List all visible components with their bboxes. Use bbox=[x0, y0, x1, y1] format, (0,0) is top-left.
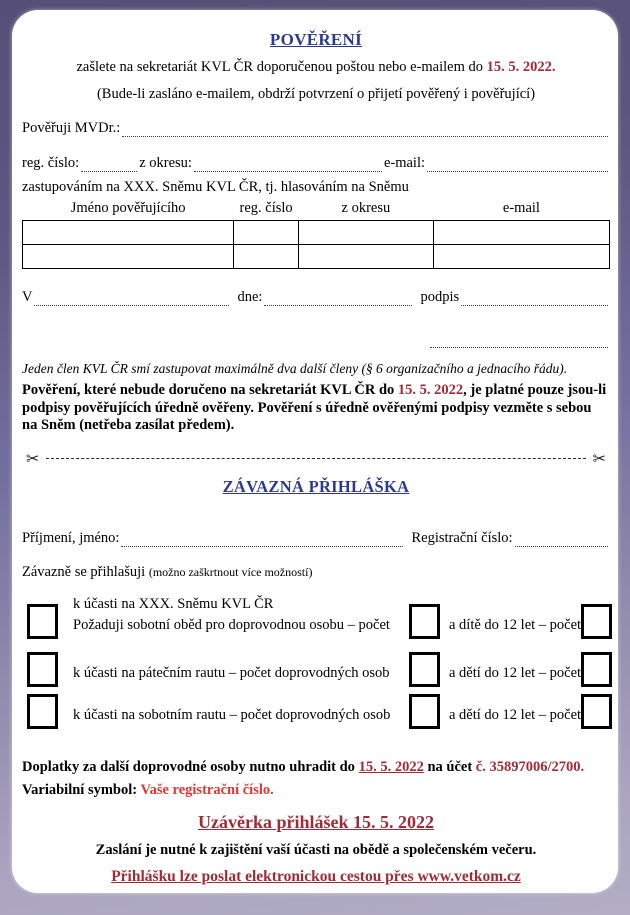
poveruji-row bbox=[22, 120, 610, 137]
table-row bbox=[23, 221, 610, 245]
table-cell[interactable] bbox=[23, 221, 234, 245]
congress-checkbox[interactable] bbox=[27, 604, 58, 639]
second-signature-row bbox=[22, 332, 610, 348]
col-header-email: e-mail bbox=[502, 200, 540, 216]
email-field[interactable] bbox=[427, 156, 608, 172]
friday-raut-label: k účasti na pátečním rautu – počet doprovodných osob bbox=[73, 665, 390, 682]
registration-number-label: Registrační číslo: bbox=[411, 530, 513, 547]
option-friday-row bbox=[27, 652, 608, 687]
table-cell[interactable] bbox=[433, 245, 609, 269]
okres-field[interactable] bbox=[194, 156, 382, 172]
name-regnum-row bbox=[22, 530, 610, 547]
scissors-icon: ✂ bbox=[592, 449, 606, 469]
table-cell[interactable] bbox=[433, 221, 609, 245]
option-saturday-row bbox=[27, 694, 608, 729]
application-deadline: Uzávěrka přihlášek 15. 5. 2022 bbox=[198, 812, 434, 833]
scissors-icon: ✂ bbox=[26, 449, 40, 469]
col-header-reg: reg. číslo bbox=[239, 200, 293, 216]
lunch-companion-count-box[interactable] bbox=[409, 604, 440, 639]
form-page bbox=[12, 10, 618, 893]
congress-line2: Požaduji sobotní oběd pro doprovodnou osobu – počet bbox=[73, 617, 390, 634]
warning-deadline-date: 15. 5. 2022 bbox=[397, 382, 464, 398]
signature-label: podpis bbox=[420, 289, 460, 305]
reg-cislo-label: reg. číslo: bbox=[22, 155, 80, 171]
purpose-line: zastupováním na XXX. Sněmu KVL ČR, tj. hlasováním na Sněmu bbox=[22, 179, 409, 195]
option-congress-row bbox=[27, 594, 608, 639]
lunch-child-label: a dítě do 12 let – počet bbox=[449, 617, 582, 634]
warning-text-pre: Pověření, které nebude doručeno na sekretariát KVL ČR do bbox=[22, 382, 398, 398]
subscribe-line bbox=[22, 564, 610, 581]
okres-label: z okresu: bbox=[139, 155, 192, 171]
subscribe-note: (možno zaškrtnout více možností) bbox=[148, 565, 313, 580]
payment-text-pre: Doplatky za další doprovodné osoby nutno uhradit do bbox=[22, 759, 359, 776]
authorization-intro bbox=[22, 59, 610, 76]
second-signature-field[interactable] bbox=[430, 332, 608, 348]
place-label: V bbox=[22, 289, 33, 305]
variable-symbol-value: Vaše registrační číslo. bbox=[140, 781, 274, 798]
table-cell[interactable] bbox=[298, 221, 433, 245]
authorization-title: POVĚŘENÍ bbox=[269, 30, 363, 49]
delegates-table bbox=[22, 200, 610, 269]
congress-line1: k účasti na XXX. Sněmu KVL ČR bbox=[73, 596, 274, 613]
friday-child-count-box[interactable] bbox=[581, 652, 612, 687]
surname-name-field[interactable] bbox=[121, 531, 403, 547]
table-cell[interactable] bbox=[234, 221, 299, 245]
table-header-row bbox=[23, 200, 610, 221]
authorization-intro-note: (Bude-li zasláno e-mailem, obdrží potvrzení o přijetí pověřený i pověřující) bbox=[96, 86, 536, 102]
saturday-raut-label: k účasti na sobotním rautu – počet doprovodných osob bbox=[73, 707, 391, 724]
place-field[interactable] bbox=[34, 290, 229, 306]
congress-option-label bbox=[73, 594, 409, 639]
registration-number-field[interactable] bbox=[515, 531, 608, 547]
representation-rule: Jeden člen KVL ČR smí zastupovat maximálně dva další členy (§ 6 organizačního a jednacího řádu). bbox=[22, 361, 568, 376]
application-title: ZÁVAZNÁ PŘIHLÁŠKA bbox=[222, 477, 410, 497]
saturday-child-count-box[interactable] bbox=[581, 694, 612, 729]
cut-dashes bbox=[46, 458, 585, 459]
friday-child-label: a dětí do 12 let – počet bbox=[449, 665, 582, 682]
saturday-companion-count-box[interactable] bbox=[409, 694, 440, 729]
signature-field[interactable] bbox=[461, 290, 608, 306]
intro-deadline-date: 15. 5. 2022. bbox=[486, 59, 556, 75]
intro-text: zašlete na sekretariát KVL ČR doporučenou poštou nebo e-mailem do bbox=[76, 59, 487, 75]
reg-okres-email-row bbox=[22, 155, 610, 172]
saturday-child-label: a dětí do 12 let – počet bbox=[449, 707, 582, 724]
email-label: e-mail: bbox=[383, 155, 426, 171]
poveruji-name-field[interactable] bbox=[122, 121, 608, 137]
warning-text-post: , je platné pouze jsou-li podpisy pověřujících úředně ověřeny. Pověření s úředně ověřenými podpisy vezměte s sebou na Sněm (netřeba zasílat předem). bbox=[22, 382, 607, 434]
date-field[interactable] bbox=[264, 290, 412, 306]
friday-companion-count-box[interactable] bbox=[409, 652, 440, 687]
payment-text-mid: na účet bbox=[423, 759, 476, 776]
table-cell[interactable] bbox=[298, 245, 433, 269]
poveruji-label: Pověřuji MVDr.: bbox=[22, 120, 121, 136]
saturday-raut-checkbox[interactable] bbox=[27, 694, 58, 729]
col-header-name: Jméno pověřujícího bbox=[70, 200, 186, 216]
table-row bbox=[23, 245, 610, 269]
table-cell[interactable] bbox=[23, 245, 234, 269]
reg-cislo-field[interactable] bbox=[81, 156, 137, 172]
table-cell[interactable] bbox=[234, 245, 299, 269]
friday-raut-checkbox[interactable] bbox=[27, 652, 58, 687]
electronic-submission-link[interactable]: Přihlášku lze poslat elektronickou cestou přes www.vetkom.cz bbox=[111, 868, 521, 886]
payment-deadline-date: 15. 5. 2022 bbox=[358, 759, 424, 776]
place-date-signature-row bbox=[22, 289, 610, 306]
payment-info bbox=[22, 756, 610, 801]
date-label: dne: bbox=[237, 289, 263, 305]
subscribe-text: Závazně se přihlašuji bbox=[22, 564, 149, 581]
variable-symbol-label: Variabilní symbol: bbox=[22, 781, 141, 798]
surname-name-label: Příjmení, jméno: bbox=[22, 530, 120, 547]
col-header-okres: z okresu bbox=[341, 200, 391, 216]
send-note: Zaslání je nutné k zajištění vaší účasti na obědě a společenském večeru. bbox=[95, 842, 537, 859]
payment-account-number: č. 35897006/2700. bbox=[475, 759, 585, 776]
verification-warning bbox=[22, 382, 610, 435]
cut-line bbox=[26, 449, 606, 468]
lunch-child-count-box[interactable] bbox=[581, 604, 612, 639]
